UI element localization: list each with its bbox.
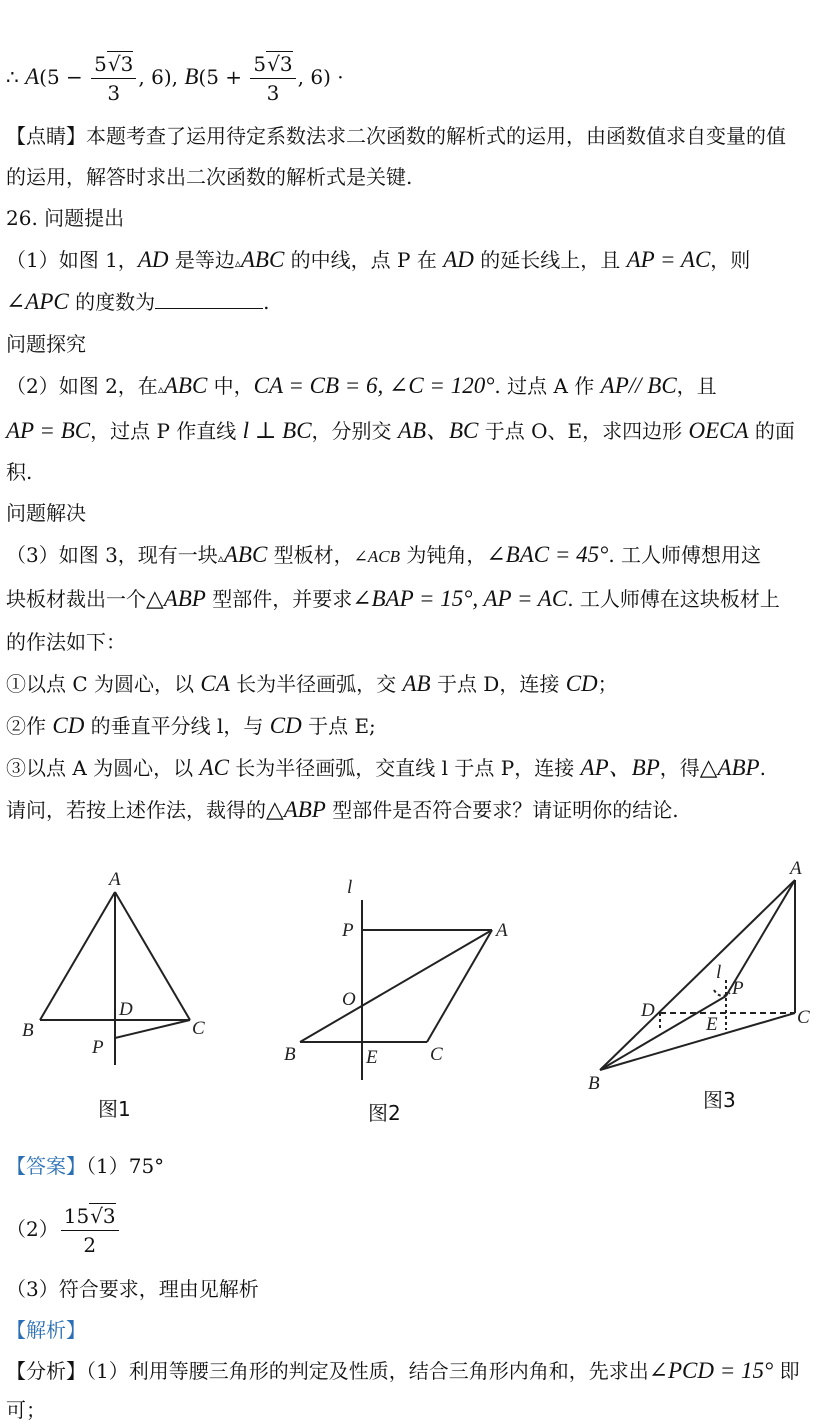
math: AP、BP — [580, 755, 660, 780]
part2-line-2 — [6, 417, 795, 445]
fig1-label-d: D — [119, 999, 133, 1020]
coord-mid: , 6), — [138, 65, 185, 89]
math: ∠APC — [6, 289, 69, 314]
triangle-symbol: ▵ — [234, 256, 241, 270]
coord-open-b: (5 + — [198, 65, 243, 89]
text: ，分别交 — [311, 419, 398, 443]
figure-2 — [300, 900, 492, 1080]
math: CD — [52, 713, 85, 738]
answer-2-prefix: （2） — [6, 1217, 59, 1241]
text: 为钝角， — [400, 543, 487, 567]
part3-line-3 — [6, 628, 126, 656]
point-a: A — [25, 64, 40, 89]
fig2-label-a: A — [496, 920, 508, 941]
math: △ABP — [266, 797, 326, 822]
text: 于点 E; — [301, 714, 376, 738]
question-ask — [6, 796, 679, 824]
fig1-label-a: A — [109, 869, 121, 890]
fig2-label-p: P — [342, 920, 354, 941]
math: CA = CB = 6, ∠C = 120° — [253, 373, 495, 398]
fenxi-line-2 — [6, 1396, 46, 1424]
answer-line-1 — [6, 1152, 164, 1180]
section-explore — [6, 330, 86, 358]
figure-3 — [600, 880, 795, 1070]
text: 的度数为 — [68, 290, 156, 314]
segment-pc — [115, 1020, 190, 1038]
math: AD — [137, 247, 169, 272]
math: OECA — [688, 418, 749, 443]
text: 型板材， — [267, 543, 354, 567]
math: CA — [200, 671, 230, 696]
text: . — [759, 756, 766, 780]
math: AD — [443, 247, 474, 272]
fraction — [250, 50, 295, 107]
point-b: B — [184, 64, 199, 89]
answer-line-2 — [6, 1202, 121, 1259]
question-title-text: 26. 问题提出 — [6, 206, 125, 230]
text: . 工人师傅在这块板材上 — [567, 587, 780, 611]
text: . 过点 A 作 — [494, 374, 601, 398]
root: √3 — [267, 52, 293, 76]
therefore-symbol: ∴ — [6, 65, 19, 89]
figure-1 — [40, 892, 190, 1065]
root: √3 — [90, 1204, 116, 1228]
text: 的延长线上，且 — [473, 248, 627, 272]
coordinates-line — [6, 50, 344, 107]
text: ，得 — [659, 756, 700, 780]
text: ，则 — [710, 248, 751, 272]
text: ，且 — [676, 374, 717, 398]
math: AB — [402, 671, 431, 696]
coord-open: (5 − — [39, 65, 83, 89]
fig3-label-l: l — [716, 962, 722, 983]
fig2-label-b: B — [284, 1044, 296, 1065]
math: ABC — [240, 247, 285, 272]
math: AP = BC — [6, 418, 91, 443]
part3-line-2 — [6, 585, 780, 613]
fig3-label-a: A — [790, 858, 802, 879]
den: 2 — [83, 1233, 97, 1257]
fraction — [61, 1202, 119, 1259]
text: 于点 O、E，求四边形 — [478, 419, 689, 443]
fig2-label-c: C — [430, 1044, 443, 1065]
text: 长为半径画弧，交 — [229, 672, 403, 696]
fig3-caption: 图3 — [703, 1088, 736, 1112]
part1-line-1 — [6, 246, 750, 277]
text: （3）如图 3，现有一块 — [6, 543, 218, 567]
coord-close: , 6) · — [297, 65, 344, 89]
fig1-label-p: P — [92, 1037, 104, 1058]
text: 型部件，并要求 — [205, 587, 353, 611]
section-heading: 问题探究 — [6, 332, 86, 356]
dianjing-label: 【点睛】 — [6, 124, 86, 148]
segment-ab — [40, 892, 115, 1020]
fraction — [91, 50, 136, 107]
fig1-label-b: B — [22, 1020, 34, 1041]
fig2-label-l: l — [347, 877, 353, 898]
segment-ca — [427, 930, 492, 1042]
text: ； — [597, 672, 618, 696]
step-1 — [6, 670, 618, 698]
text: 请问，若按上述作法，裁得的 — [6, 798, 266, 822]
step-2 — [6, 712, 376, 740]
fig2-label-e: E — [366, 1047, 378, 1068]
fig2-caption: 图2 — [368, 1101, 401, 1125]
dianjing-line-1 — [6, 122, 786, 150]
text: （1）利用等腰三角形的判定及性质，结合三角形内角和，先求出 — [86, 1359, 649, 1383]
text: （1）如图 1， — [6, 248, 138, 272]
text: 块板材裁出一个 — [6, 587, 146, 611]
dianjing-text: 的运用，解答时求出二次函数的解析式是关键. — [6, 165, 413, 189]
den: 3 — [107, 81, 121, 105]
den: 3 — [266, 81, 280, 105]
math: l ⊥ BC — [242, 418, 312, 443]
fig3-label-p: P — [732, 978, 744, 999]
math: ∠BAP = 15°, AP = AC — [352, 586, 568, 611]
answer-3: （3）符合要求，理由见解析 — [6, 1277, 259, 1301]
answer-line-3 — [6, 1275, 259, 1303]
math: AP = AC — [626, 247, 711, 272]
question-title — [6, 204, 124, 232]
text: 的中线，点 P 在 — [284, 248, 444, 272]
math: CD — [269, 713, 302, 738]
dianjing-text: 本题考查了运用待定系数法求二次函数的解析式的运用，由函数值求自变量的值 — [86, 124, 786, 148]
fig2-label-o: O — [342, 989, 356, 1010]
text: 中， — [207, 374, 254, 398]
answer-label: 【答案】 — [6, 1154, 86, 1178]
text: 型部件是否符合要求？请证明你的结论. — [325, 798, 679, 822]
math: CD — [565, 671, 598, 696]
text: . 工人师傅想用这 — [608, 543, 762, 567]
text: . — [263, 290, 270, 314]
math: ABC — [223, 542, 268, 567]
figures — [0, 850, 840, 1120]
math: AB、BC — [397, 418, 479, 443]
text: 的垂直平分线 l，与 — [84, 714, 270, 738]
math: ∠BAC = 45° — [486, 542, 609, 567]
section-heading: 问题解决 — [6, 501, 86, 525]
part3-line-1 — [6, 541, 761, 572]
num: 5 — [94, 52, 107, 76]
answer-blank[interactable] — [155, 288, 263, 309]
jiexi-label: 【解析】 — [6, 1318, 86, 1342]
math: ∠ACB — [353, 547, 401, 566]
text: 积. — [6, 460, 33, 484]
math: AC — [199, 755, 229, 780]
fig1-label-c: C — [192, 1018, 205, 1039]
part2-line-3 — [6, 458, 32, 486]
math: △ABP — [699, 755, 760, 780]
triangle-symbol: ▵ — [217, 551, 224, 565]
num: 15 — [63, 1204, 90, 1228]
math: ABC — [163, 373, 208, 398]
step-3 — [6, 754, 766, 782]
text: ②作 — [6, 714, 53, 738]
text: （2）如图 2，在 — [6, 374, 158, 398]
section-solve — [6, 499, 86, 527]
text: 可； — [6, 1398, 46, 1422]
fenxi-line-1 — [6, 1357, 800, 1385]
part1-line-2 — [6, 288, 269, 316]
num: 5 — [253, 52, 267, 76]
answer-1: （1）75° — [86, 1154, 165, 1178]
text: ，过点 P 作直线 — [90, 419, 243, 443]
math: AP// BC — [600, 373, 677, 398]
text: 的作法如下： — [6, 630, 126, 654]
fig3-label-b: B — [588, 1073, 600, 1094]
text: 于点 D，连接 — [430, 672, 566, 696]
dianjing-line-2 — [6, 163, 412, 191]
text: ③以点 A 为圆心，以 — [6, 756, 200, 780]
text: ①以点 C 为圆心，以 — [6, 672, 201, 696]
text: 即 — [773, 1359, 800, 1383]
root: √3 — [107, 52, 134, 76]
math: ∠PCD = 15° — [648, 1358, 774, 1383]
math: △ABP — [146, 586, 206, 611]
text: 的面 — [748, 419, 795, 443]
fig3-label-d: D — [641, 1000, 655, 1021]
jiexi-line — [6, 1316, 86, 1344]
text: 长为半径画弧，交直线 l 于点 P，连接 — [228, 756, 581, 780]
text: 是等边 — [168, 248, 235, 272]
part2-line-1 — [6, 372, 717, 403]
fig1-caption: 图1 — [98, 1097, 131, 1121]
fig3-label-c: C — [797, 1007, 810, 1028]
fenxi-label: 【分析】 — [6, 1359, 86, 1383]
fig3-label-e: E — [706, 1014, 718, 1035]
triangle-symbol: ▵ — [157, 382, 164, 396]
segment-ab — [300, 930, 492, 1042]
